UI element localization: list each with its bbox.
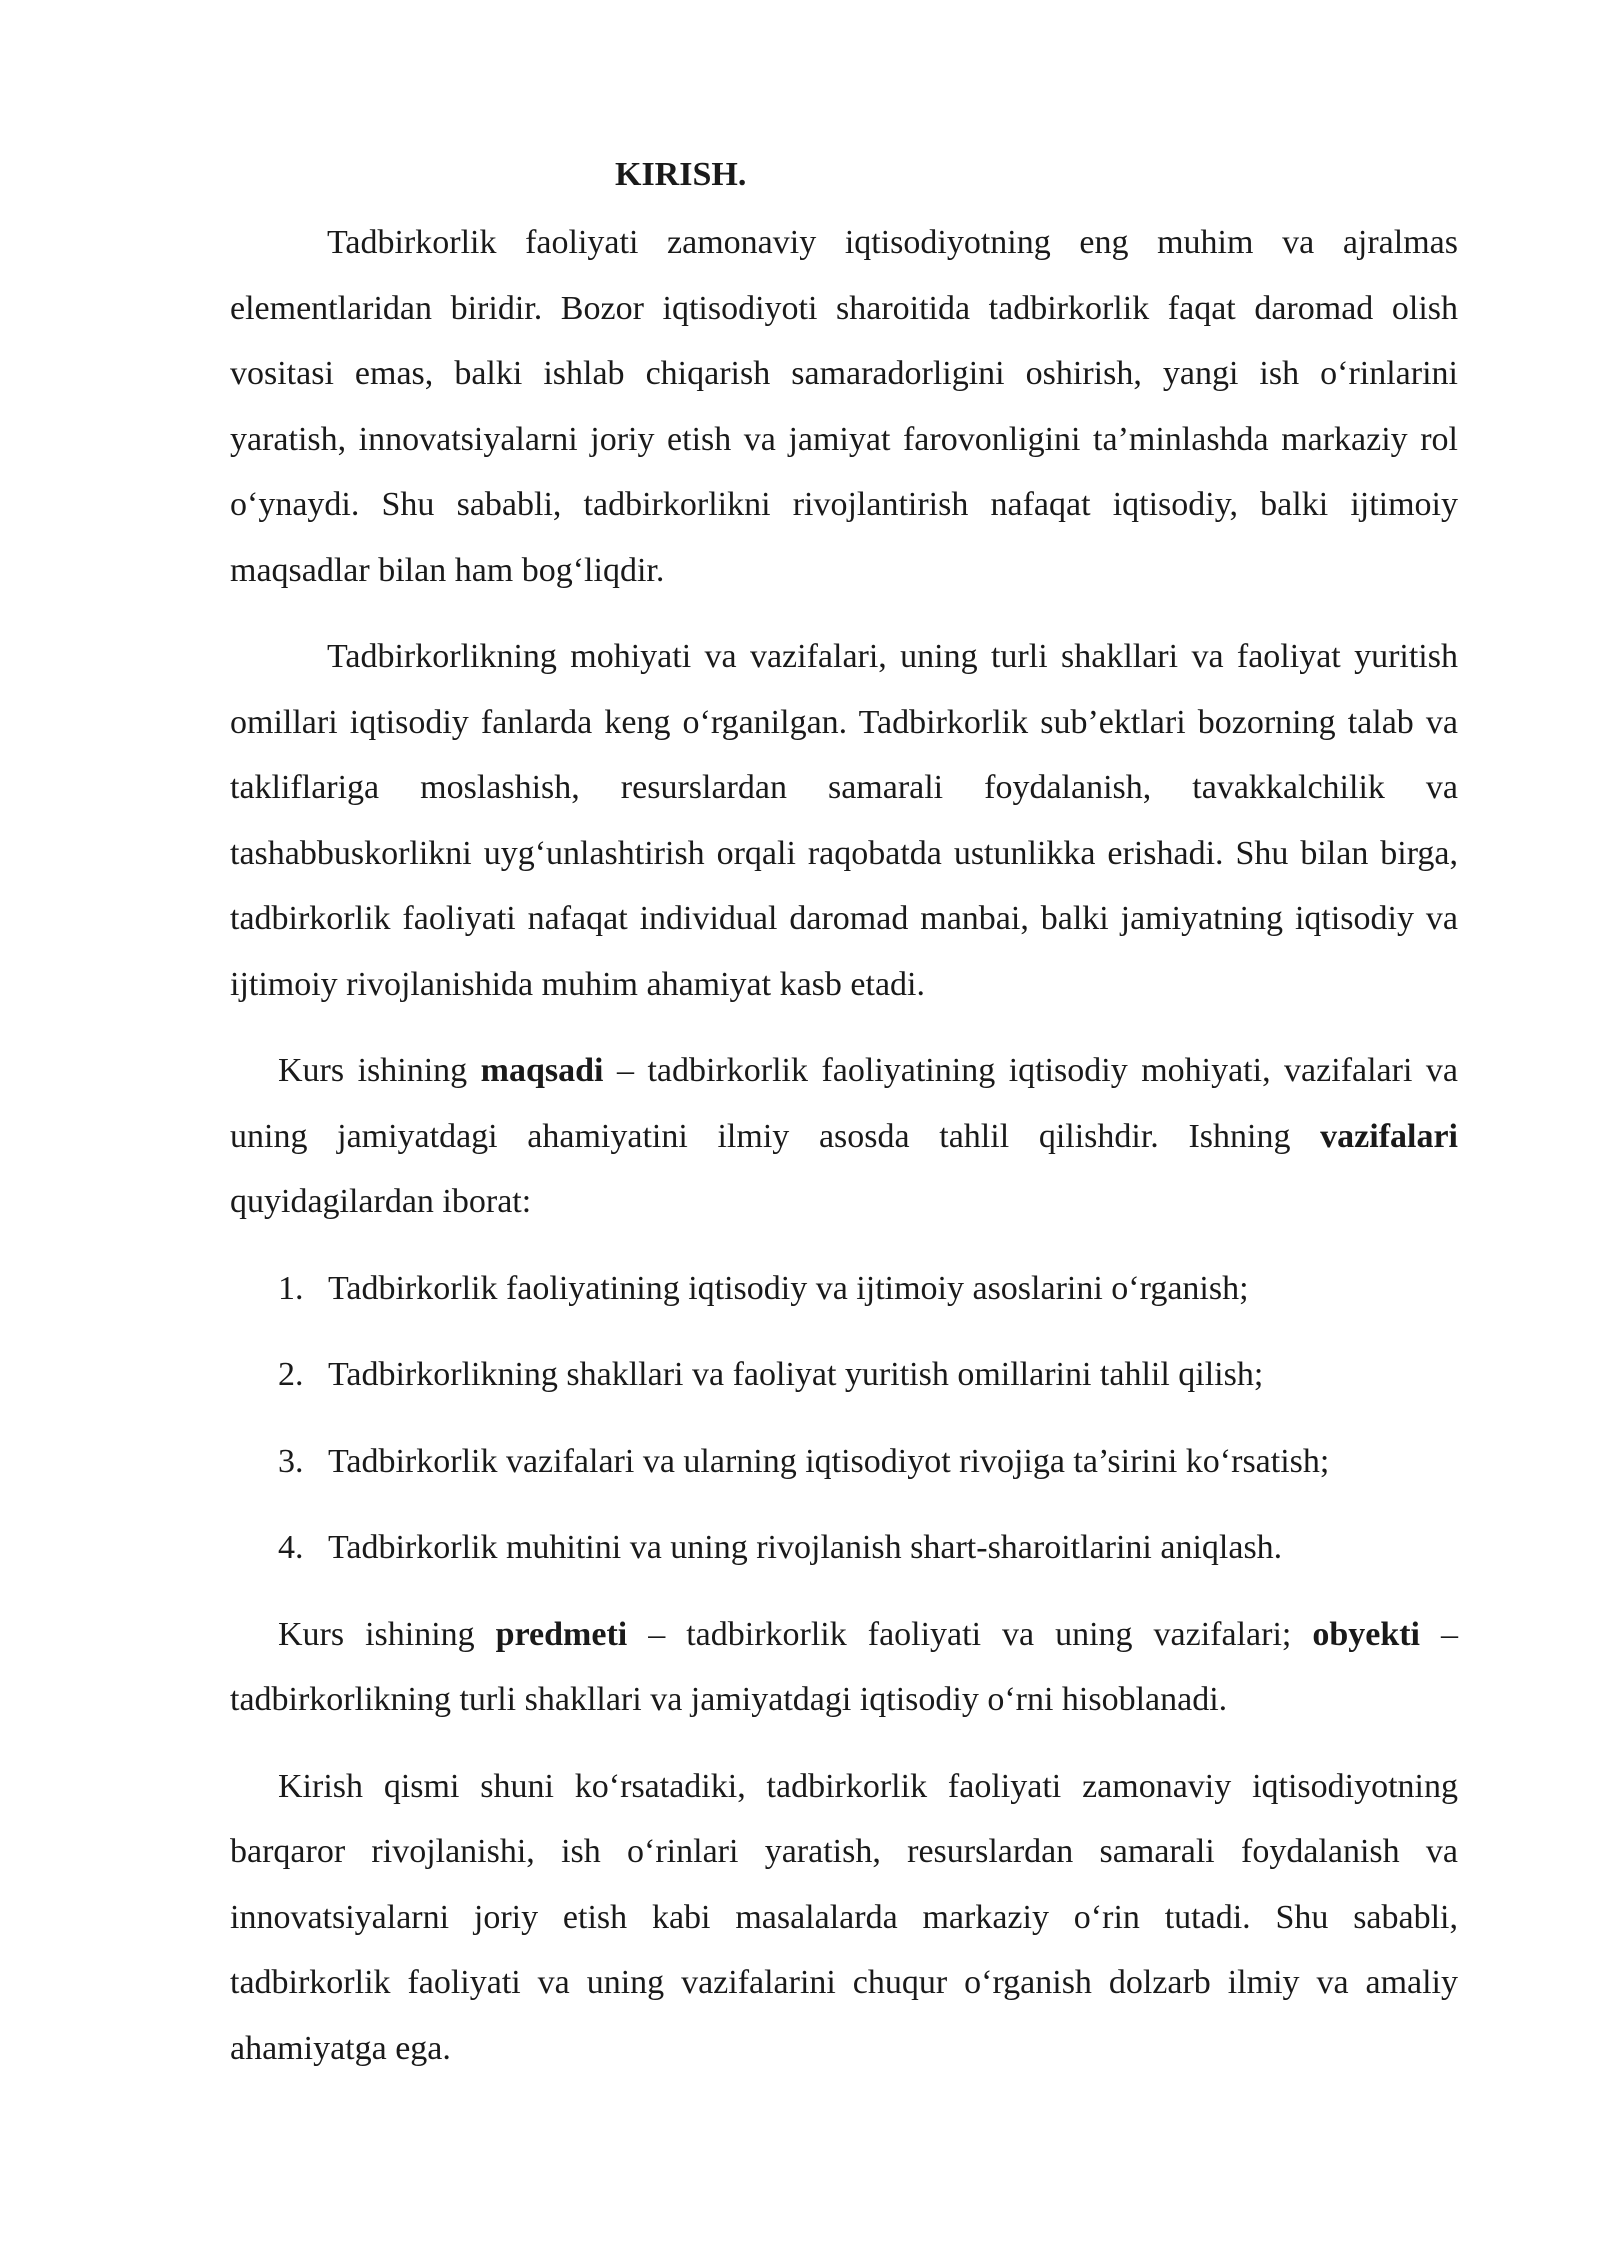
paragraph-goal-text-2: – tadbirkorlik faoliyatining iqtisodiy mohiyati, vazifalari va uning jamiyatdagi ahamiyatini ilmiy asosda tahlil qilishdir. Ishning [230,1052,1458,1155]
list-item [230,1429,1458,1495]
keyword-maqsadi: maqsadi [480,1052,604,1089]
list-item-text: Tadbirkorlik faoliyatining iqtisodiy va ijtimoiy asoslarini o‘rganish; [328,1269,1249,1307]
list-item-number: 2. [278,1356,304,1393]
list-item [230,1256,1458,1322]
keyword-obyekti: obyekti [1312,1615,1421,1653]
keyword-vazifalari: vazifalari [1320,1117,1458,1155]
paragraph-intro: Tadbirkorlik faoliyati zamonaviy iqtisodiyotning eng muhim va ajralmas elementlaridan biridir. Bozor iqtisodiyoti sharoitida tadbirkorlik faqat daromad olish vositasi emas, balki ishlab chiqarish samaradorligini oshirish, yangi ish o‘rinlarini yaratish, innovatsiyalarni joriy etish va jamiyat farovonligini ta’minlashda markaziy rol o‘ynaydi. Shu sababli, tadbirkorlikni rivojlantirish nafaqat iqtisodiy, balki ijtimoiy maqsadlar bilan ham bog‘liqdir. [230,224,1458,589]
paragraph-goal [230,1038,1458,1235]
document-body [230,210,1458,2102]
paragraph-subject [230,1602,1458,1733]
keyword-predmeti: predmeti [495,1615,628,1653]
paragraph-goal-text-1: Kurs ishining [278,1052,481,1089]
list-item-number: 1. [278,1269,304,1307]
tasks-list [230,1256,1458,1581]
list-item [230,1515,1458,1581]
paragraph-conclusion: Kirish qismi shuni ko‘rsatadiki, tadbirkorlik faoliyati zamonaviy iqtisodiyotning barqaror rivojlanishi, ish o‘rinlari yaratish, resurslardan samarali foydalanish va innovatsiyalarni joriy etish kabi masalalarda markaziy o‘rin tutadi. Shu sababli, tadbirkorlik faoliyati va uning vazifalarini chuqur o‘rganish dolzarb ilmiy va amaliy ahamiyatga ega. [230,1767,1458,2067]
list-item [230,1342,1458,1408]
paragraph-goal-text-3: quyidagilardan iborat: [230,1183,532,1220]
list-item-number: 3. [278,1442,304,1480]
page-title: KIRISH. [615,156,747,193]
list-item-text: Tadbirkorlikning shakllari va faoliyat yuritish omillarini tahlil qilish; [328,1356,1264,1393]
list-item-text: Tadbirkorlik muhitini va uning rivojlanish shart-sharoitlarini aniqlash. [328,1529,1283,1566]
paragraph-subject-text-1: Kurs ishining [278,1615,496,1653]
list-item-number: 4. [278,1529,304,1566]
list-item-text: Tadbirkorlik vazifalari va ularning iqtisodiyot rivojiga ta’sirini ko‘rsatish; [328,1442,1330,1480]
paragraph-subject-text-2: – tadbirkorlik faoliyati va uning vazifalari; [627,1615,1313,1653]
paragraph-essence: Tadbirkorlikning mohiyati va vazifalari, uning turli shakllari va faoliyat yuritish omillari iqtisodiy fanlarda keng o‘rganilgan. Tadbirkorlik sub’ektlari bozorning talab va takliflariga moslashish, resurslardan samarali foydalanish, tavakkalchilik va tashabbuskorlikni uyg‘unlashtirish orqali raqobatda ustunlikka erishadi. Shu bilan birga, tadbirkorlik faoliyati nafaqat individual daromad manbai, balki jamiyatning iqtisodiy va ijtimoiy rivojlanishida muhim ahamiyat kasb etadi. [230,638,1458,1003]
paragraph-subject-text-3: – tadbirkorlikning turli shakllari va jamiyatdagi iqtisodiy o‘rni hisoblanadi. [230,1615,1459,1718]
